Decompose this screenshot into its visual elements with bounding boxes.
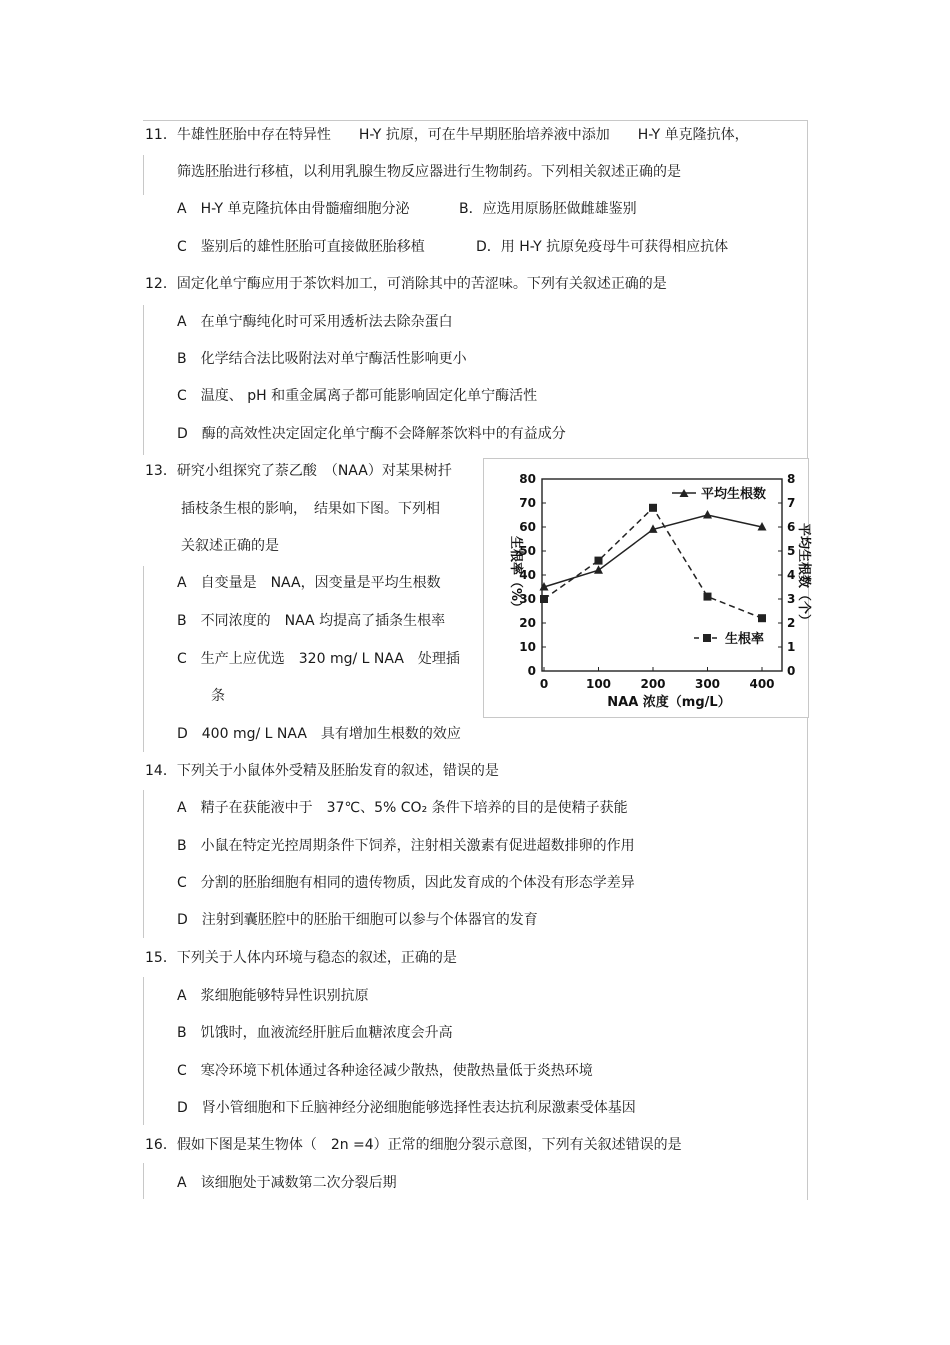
q13-stem-line1: 13．研究小组探究了萘乙酸 （NAA）对某果树扦: [145, 463, 452, 479]
q11-option-d: D．用 H-Y 抗原免疫母牛可获得相应抗体: [476, 239, 729, 255]
q12-option-c: C 温度、 pH 和重金属离子都可能影响固定化单宁酶活性: [177, 388, 538, 404]
y-axis-label-left: 生根率（%）: [508, 535, 523, 615]
q14-option-a: A 精子在获能液中于 37℃、5% CO₂ 条件下培养的目的是使精子获能: [177, 800, 628, 816]
frame-left-line-q15: [143, 977, 144, 1125]
y-left-tick-label: 70: [519, 496, 536, 510]
data-point-rooting-count: [594, 565, 603, 574]
y-axis-label-right: 平均生根数（个）: [796, 522, 811, 628]
data-point-rooting-count: [703, 510, 712, 519]
q14-option-b: B 小鼠在特定光控周期条件下饲养，注射相关激素有促进超数排卵的作用: [177, 838, 635, 854]
frame-left-line-q14: [143, 790, 144, 938]
naa-rooting-chart: [483, 458, 809, 718]
q16-option-a: A 该细胞处于减数第二次分裂后期: [177, 1175, 397, 1191]
y-left-tick-label: 80: [519, 472, 536, 486]
x-tick-label: 0: [539, 677, 549, 691]
q14-option-d: D 注射到囊胚腔中的胚胎干细胞可以参与个体器官的发育: [177, 912, 538, 928]
q13-stem-line2: 插枝条生根的影响， 结果如下图。下列相: [181, 501, 440, 517]
q11-stem-line2: 筛选胚胎进行移植，以利用乳腺生物反应器进行生物制药。下列相关叙述正确的是: [177, 164, 681, 180]
frame-right-line-lower: [807, 716, 808, 1200]
q15-stem: 15．下列关于人体内环境与稳态的叙述，正确的是: [145, 950, 457, 966]
data-point-rooting-rate: [649, 504, 657, 512]
y-right-tick-label: 1: [787, 640, 796, 654]
q15-option-b: B 饥饿时，血液流经肝脏后血糖浓度会升高: [177, 1025, 453, 1041]
x-axis-label: NAA 浓度（mg/L）: [607, 695, 731, 710]
q12-option-d: D 酶的高效性决定固定化单宁酶不会降解茶饮料中的有益成分: [177, 426, 566, 442]
frame-right-line: [807, 120, 808, 460]
frame-left-line-q12: [143, 305, 144, 455]
y-right-tick-label: 8: [787, 472, 796, 486]
y-left-tick-label: 10: [519, 640, 536, 654]
q11-option-a: A H-Y 单克隆抗体由骨髓瘤细胞分泌: [177, 201, 410, 217]
frame-left-line-q16: [143, 1163, 144, 1199]
q13-option-c-line2: 条: [211, 688, 225, 704]
x-tick-label: 400: [749, 677, 775, 691]
q11-stem-line1: 11．牛雄性胚胎中存在特异性 H-Y 抗原，可在牛早期胚胎培养液中添加 H-Y 单克隆抗体，: [145, 127, 749, 143]
q14-stem: 14．下列关于小鼠体外受精及胚胎发育的叙述，错误的是: [145, 763, 499, 779]
y-right-tick-label: 0: [787, 664, 796, 678]
data-point-rooting-rate: [704, 593, 712, 601]
y-right-tick-label: 2: [787, 616, 796, 630]
q12-option-a: A 在单宁酶纯化时可采用透析法去除杂蛋白: [177, 314, 453, 330]
legend-label-rooting-count: 平均生根数: [701, 487, 767, 502]
y-left-tick-label: 0: [527, 664, 536, 678]
frame-left-line-q11: [143, 155, 144, 195]
y-right-tick-label: 3: [787, 592, 796, 606]
q11-option-c: C 鉴别后的雄性胚胎可直接做胚胎移植: [177, 239, 425, 255]
q15-option-a: A 浆细胞能够特异性识别抗原: [177, 988, 369, 1004]
x-tick-label: 200: [640, 677, 666, 691]
q12-option-b: B 化学结合法比吸附法对单宁酶活性影响更小: [177, 351, 467, 367]
y-left-tick-label: 40: [519, 568, 536, 582]
q13-option-c-line1: C 生产上应优选 320 mg/ L NAA 处理插: [177, 651, 460, 667]
q13-option-b: B 不同浓度的 NAA 均提高了插条生根率: [177, 613, 446, 629]
y-right-tick-label: 6: [787, 520, 796, 534]
y-right-tick-label: 4: [787, 568, 796, 582]
y-left-tick-label: 50: [519, 544, 536, 558]
q15-option-c: C 寒冷环境下机体通过各种途径减少散热，使散热量低于炎热环境: [177, 1063, 593, 1079]
y-left-tick-label: 20: [519, 616, 536, 630]
x-tick-label: 100: [585, 677, 612, 691]
q13-option-a: A 自变量是 NAA，因变量是平均生根数: [177, 575, 441, 591]
frame-left-line-q13: [143, 566, 144, 752]
q11-option-b: B．应选用原肠胚做雌雄鉴别: [459, 201, 637, 217]
y-left-tick-label: 60: [519, 520, 536, 534]
q16-stem: 16．假如下图是某生物体（ 2n =4）正常的细胞分裂示意图，下列有关叙述错误的是: [145, 1137, 682, 1153]
q13-stem-line3: 关叙述正确的是: [181, 538, 279, 554]
q12-stem: 12．固定化单宁酶应用于茶饮料加工，可消除其中的苦涩味。下列有关叙述正确的是: [145, 276, 667, 292]
data-point-rooting-rate: [595, 557, 603, 565]
legend-rooting-rate: [694, 631, 764, 647]
q15-option-d: D 肾小管细胞和下丘脑神经分泌细胞能够选择性表达抗利尿激素受体基因: [177, 1100, 636, 1116]
data-point-rooting-rate: [758, 614, 766, 622]
series-line-rooting-rate: [544, 508, 762, 618]
x-tick-label: 300: [694, 677, 721, 691]
naa-rooting-chart-svg: [484, 459, 811, 717]
q14-option-c: C 分割的胚胎细胞有相同的遗传物质，因此发育成的个体没有形态学差异: [177, 875, 635, 891]
legend-rooting-count: [672, 486, 766, 502]
data-point-rooting-rate: [540, 595, 548, 603]
y-right-tick-label: 5: [787, 544, 796, 558]
y-right-tick-label: 7: [787, 496, 796, 510]
q13-option-d: D 400 mg/ L NAA 具有增加生根数的效应: [177, 726, 461, 742]
legend-label-rooting-rate: 生根率: [725, 632, 765, 647]
y-left-tick-label: 30: [519, 592, 536, 606]
frame-top-line: [143, 120, 807, 121]
